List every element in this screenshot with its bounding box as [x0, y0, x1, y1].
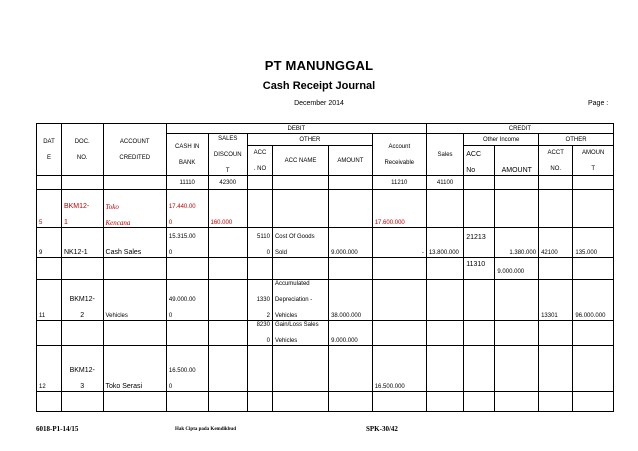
row-ar: 16.500.000: [372, 346, 426, 392]
cash-account-code: 11110: [166, 176, 208, 190]
oi-acc-no-header: ACC No: [464, 146, 495, 176]
sales-discount-header: SALES DISCOUN T: [208, 134, 248, 176]
row-acc-name: Gain/Loss Sales Vehicles: [272, 321, 328, 346]
header-row-1: [37, 124, 614, 134]
oc-amount-header: AMOUN T: [573, 146, 614, 176]
date-header: DAT E: [37, 124, 62, 176]
account-receivable-header: Account Receivable: [372, 134, 426, 176]
row-sales: 13.800.000: [426, 228, 463, 258]
other-income-header: Other Income: [464, 134, 539, 146]
account-credited-header: ACCOUNT CREDITED: [103, 124, 166, 176]
table-row: [37, 258, 614, 280]
row-amount: 38.000.000: [329, 280, 373, 321]
row-date: 5: [37, 190, 62, 228]
table-row: [37, 321, 614, 346]
row-cash: 17.440.00 0: [166, 190, 208, 228]
row-cash: 15.315.00 0: [166, 228, 208, 258]
row-acc-name: Cost Of Goods Sold: [272, 228, 328, 258]
row-oi-amount: 9.000.000: [495, 258, 539, 280]
table-row: [37, 190, 614, 228]
row-oc-acct: 42100: [539, 228, 573, 258]
row-cash: 49.000.00 0: [166, 280, 208, 321]
row-date: 11: [37, 280, 62, 321]
table-row-empty: [37, 392, 614, 412]
row-oc-amount: 96.000.000: [573, 280, 614, 321]
row-doc-no: BKM12- 3: [61, 346, 103, 392]
row-discount: 160.000: [208, 190, 248, 228]
oc-acct-no-header: ACCT NO.: [539, 146, 573, 176]
row-amount: 9.000.000: [329, 321, 373, 346]
acc-name-header: ACC NAME: [272, 146, 328, 176]
row-oi-acc: 21213: [464, 228, 495, 258]
page-label: Page :: [588, 100, 609, 107]
oi-amount-header: AMOUNT: [495, 146, 539, 176]
row-date: 12: [37, 346, 62, 392]
footer-spk: SPK-30/42: [366, 425, 398, 433]
row-doc-no: NK12-1: [61, 228, 103, 258]
company-name: PT MANUNGGAL: [264, 58, 374, 73]
table-row: [37, 346, 614, 392]
row-acc-no: 8230 0: [248, 321, 273, 346]
footer-code: 6018-P1-14/15: [36, 425, 79, 433]
row-acc-name: Accumulated Depreciation - Vehicles: [272, 280, 328, 321]
doc-no-header: DOC. NO.: [61, 124, 103, 176]
row-oc-amount: 135.000: [573, 228, 614, 258]
row-ar: 17.600.000: [372, 190, 426, 228]
row-amount: 9.000.000: [329, 228, 373, 258]
acc-no-header: ACC . NO: [248, 146, 273, 176]
amount-header: AMOUNT: [329, 146, 373, 176]
sales-account-code: 41100: [426, 176, 463, 190]
row-account: Cash Sales: [103, 228, 166, 258]
cash-receipt-journal-table: [36, 123, 614, 412]
ar-account-code: 11210: [372, 176, 426, 190]
row-date: 9: [37, 228, 62, 258]
row-cash: 16.500.00 0: [166, 346, 208, 392]
row-oc-acct: 13301: [539, 280, 573, 321]
table-row: [37, 280, 614, 321]
cash-in-bank-header: CASH IN BANK: [166, 134, 208, 176]
row-doc-no: BKM12- 1: [61, 190, 103, 228]
debit-header: DEBIT: [166, 124, 426, 134]
row-ar: -: [372, 228, 426, 258]
period-label: December 2014: [294, 100, 344, 107]
row-account: Toko Serasi: [103, 346, 166, 392]
row-doc-no: BKM12- 2: [61, 280, 103, 321]
row-acc-no: 5110 0: [248, 228, 273, 258]
row-oi-amount: 1.380.000: [495, 228, 539, 258]
footer-copyright: Hak Cipta pada Kemdikbud: [175, 427, 236, 432]
account-code-row: [37, 176, 614, 190]
credit-header: CREDIT: [426, 124, 613, 134]
table-row: [37, 228, 614, 258]
sales-discount-account-code: 42300: [208, 176, 248, 190]
journal-title: Cash Receipt Journal: [262, 80, 376, 92]
row-oi-acc: 11310: [464, 258, 495, 280]
row-account: Vehicles: [103, 280, 166, 321]
other-debit-header: OTHER: [248, 134, 373, 146]
row-acc-no: 1330 2: [248, 280, 273, 321]
other-credit-header: OTHER: [539, 134, 614, 146]
row-account: Toko Kencana: [103, 190, 166, 228]
sales-header: Sales: [426, 134, 463, 176]
